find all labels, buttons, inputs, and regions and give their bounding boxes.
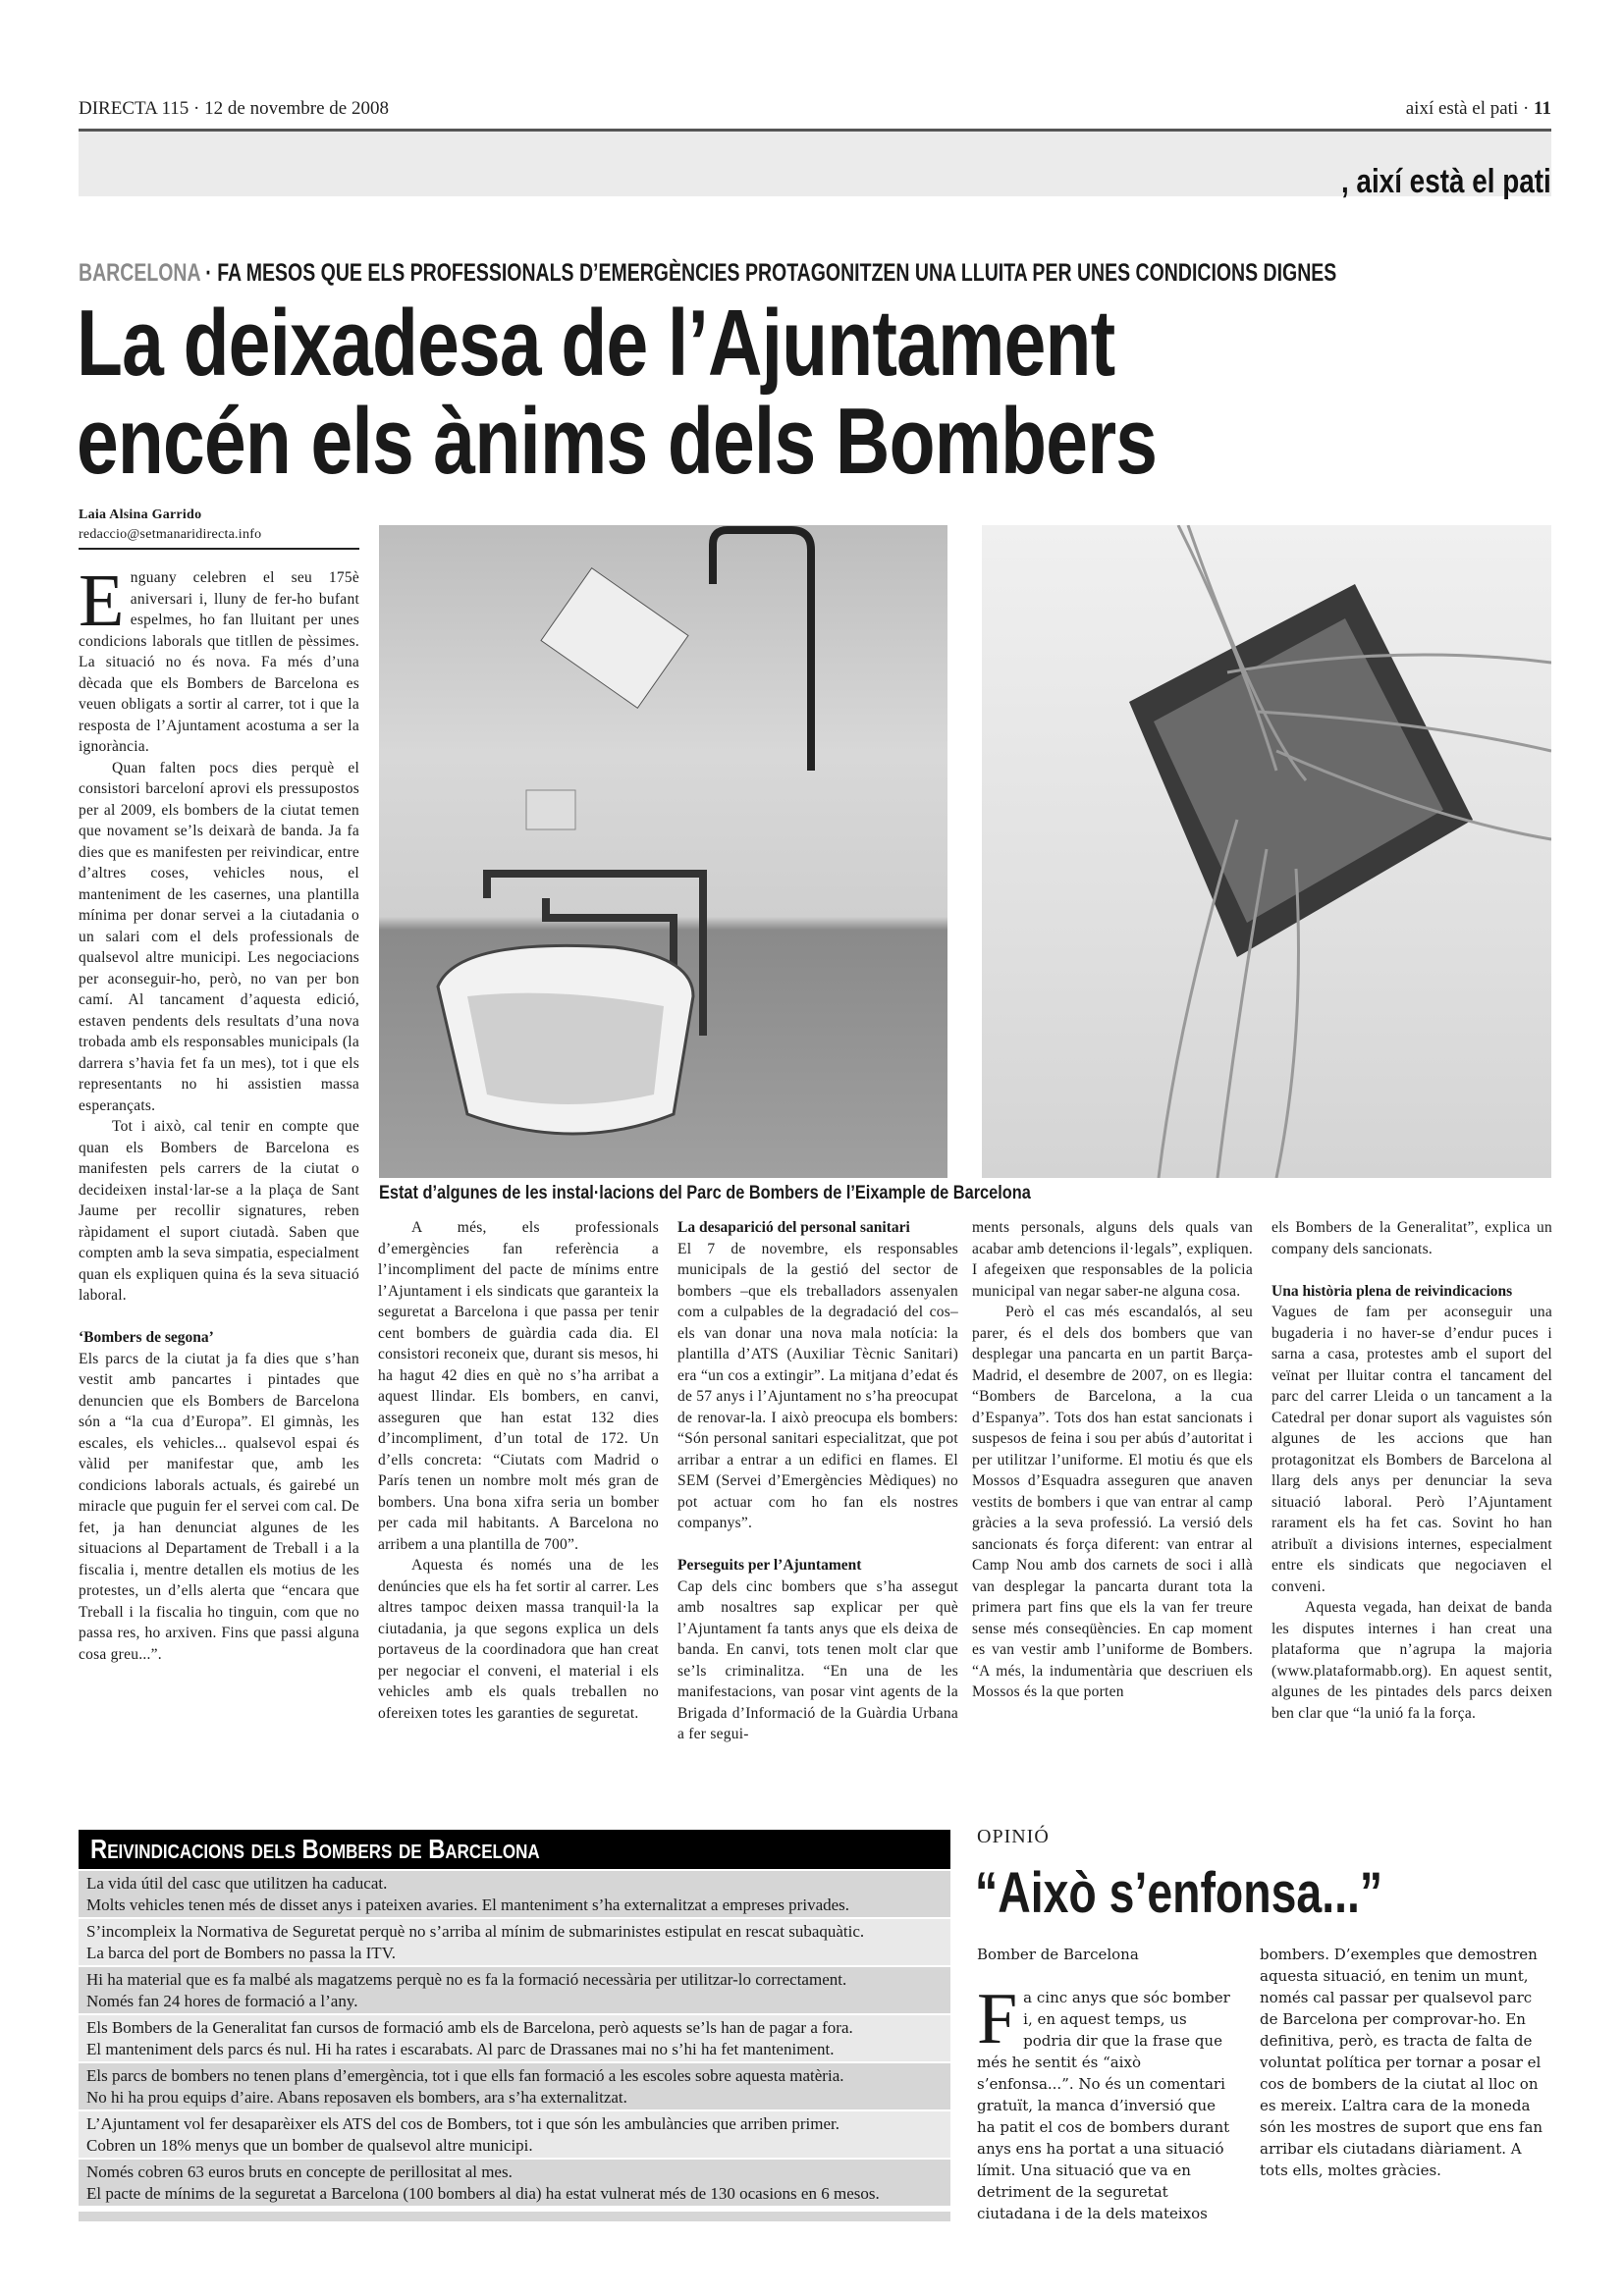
- headline-line-1: La deixadesa de l’Ajuntament: [77, 291, 1115, 396]
- article-column-1: [79, 506, 359, 1665]
- opinion-paragraph: [977, 1979, 1237, 2224]
- demands-group: [79, 2013, 950, 2061]
- photo-sink: [379, 525, 947, 1178]
- demand-item: Només cobren 63 euros bruts en concepte de perillositat al mes.: [86, 2163, 513, 2181]
- drop-cap: F: [977, 1979, 1018, 2059]
- kicker-text: · FA MESOS QUE ELS PROFESSIONALS D’EMERGÈNCIES PROTAGONITZEN UNA LLUITA PER UNES CONDICIONS DIGNES: [199, 259, 1337, 287]
- demand-item: Cobren un 18% menys que un bomber de qualsevol altre municipi.: [86, 2135, 533, 2155]
- paragraph: El 7 de novembre, els responsables municipals de la gestió del sector de bombers –que els treballadors assenyalen com a culpables de la degradació del cos– els van donar una nova mala notícia: la plantilla d’ATS (Auxiliar Tècnic Sanitari) era “un cos a extingir”. La mitjana d’edat és de 57 anys i l’Ajuntament no s’ha preocupat de renovar-la. I això preocupa els bombers: “Són personal sanitari especialitzat, que pot arribar a entrar a un edifici en flames. El SEM (Servei d’Emergències Mèdiques) no pot actuar com ho fan els nostres companys”.: [677, 1240, 958, 1531]
- demand-item: El manteniment dels parcs és nul. Hi ha rates i escarabats. Al parc de Drassanes mai no s’hi ha fet manteniment.: [86, 2039, 835, 2058]
- paragraph: [79, 560, 359, 758]
- demand-item: Hi ha material que es fa malbé als magatzems perquè no es fa la formació necessària per utilitzar-lo correctament.: [86, 1970, 847, 1989]
- paragraph: Tot i això, cal tenir en compte que quan els Bombers de Barcelona es manifesten pels carrers de la ciutat o decideixen instal·lar-se a la plaça de Sant Jaume per recollir signatures, reben ràpidament el suport ciutadà. Saben que compten amb la seva simpatia, especialment quan els expliquen quina és la seva situació laboral.: [79, 1118, 359, 1304]
- kicker-city: BARCELONA: [79, 259, 200, 287]
- headline-line-2: encén els ànims dels Bombers: [77, 389, 1158, 494]
- demands-group: [79, 1869, 950, 1917]
- demand-item: La barca del port de Bombers no passa la ITV.: [86, 1943, 397, 1962]
- article-column-5: [1271, 1217, 1552, 1724]
- folio-left: DIRECTA 115 · 12 de novembre de 2008: [79, 98, 389, 119]
- demand-item: Molts vehicles tenen més de disset anys i pateixen avaries. El manteniment s’ha externalitzat a empreses privades.: [86, 1895, 850, 1914]
- demands-box-title-text: Reivindicacions dels Bombers de Barcelona: [90, 1834, 540, 1864]
- demands-group: [79, 1917, 950, 1965]
- demand-item: Només fan 24 hores de formació a l’any.: [86, 1991, 358, 2010]
- demands-group: [79, 2109, 950, 2158]
- paragraph: Vagues de fam per aconseguir una bugaderia i no haver-se d’endur puces i sarna a casa, protestes amb el suport del veïnat per lluitar contra el tancament del parc del carrer Lleida o un tancament a la Catedral per donar suport als vaguistes són algunes de les accions que han protagonitzat els Bombers de Barcelona al llarg dels anys per denunciar la seva situació laboral. Però l’Ajuntament rarament els ha fet cas. Sovint ho han atribuït a divisions internes, especialment entre els sindicats que negociaven el conveni.: [1271, 1304, 1552, 1595]
- demands-box: [79, 1830, 950, 2221]
- section-band: [79, 132, 1551, 196]
- paragraph: Però el cas més escandalós, al seu parer, és el dels dos bombers que van desplegar una pancarta en un partit Barça-Madrid, el desembre de 2007, on es llegia: “Bombers de Barcelona, a la cua d’Espanya”. Tots dos han estat sancionats i suspesos de feina i sou per abús d’autoritat i per utilitzar l’uniforme. El motiu és que els Mossos d’Esquadra asseguren que anaven vestits de bombers i que van entrar al camp gràcies a la seva professió. La versió dels sancionats és força diferent: van entrar al Camp Nou amb dos carnets de soci i allà van desplegar la pancarta durant tota la primera part fins que els la van fer treure sense més conseqüències. En cap moment es van vestir amb l’uniforme de Bombers. “A més, la indumentària que descriuen els Mossos és la que porten: [972, 1304, 1253, 1700]
- opinion-title: “Això s’enfonsa...”: [975, 1861, 1383, 1925]
- paragraph: Cap dels cinc bombers que s’ha assegut amb nosaltres sap explicar per què l’Ajuntament fa tants anys que els deixa de banda. En canvi, tots tenen molt clar que se’ls criminalitza. “En una de les manifestacions, van posar vint agents de la Brigada d’Informació de la Guàrdia Urbana a fer segui-: [677, 1577, 958, 1742]
- demands-group: [79, 2061, 950, 2109]
- author-email[interactable]: redaccio@setmanaridirecta.info: [79, 527, 262, 542]
- sink-illustration: [379, 525, 947, 1178]
- paragraph: Aquesta vegada, han deixat de banda les disputes internes i han creat una plataforma que n’agrupa la majoria (www.plataformabb.org). En aquest sentit, algunes de les pintades dels parcs deixen ben clar que “la unió fa la força.: [1271, 1599, 1552, 1722]
- opinion-column-2: [1260, 1944, 1549, 2181]
- page-number: 11: [1534, 98, 1551, 119]
- byline: [79, 506, 359, 545]
- article-column-3: [677, 1217, 958, 1745]
- demands-box-title: [79, 1830, 950, 1869]
- demand-item: S’incompleix la Normativa de Seguretat perquè no s’arriba al mínim de submarinistes estipulat en rescat subaquàtic.: [86, 1922, 865, 1941]
- paragraph: Aquesta és només una de les denúncies que els ha fet sortir al carrer. Les altres tampoc deixen massa tranquil·la la ciutadania, ja que segons explica un dels portaveus de la coordinadora que han creat per negociar el conveni, el material i els vehicles amb els quals treballen no ofereixen totes les garanties de seguretat.: [378, 1557, 659, 1722]
- opinion-paragraph: bombers. D’exemples que demostren aquesta situació, en tenim un munt, només cal passar per qualsevol parc de Barcelona per comprovar-ho. En definitiva, però, es tracta de falta de voluntat política per tornar a posar el cos de bombers de la ciutat al lloc on es mereix. L’altra cara de la moneda són les mostres de suport que ens fan arribar els ciutadans diàriament. A tots ells, moltes gràcies.: [1260, 1946, 1543, 2179]
- subheading: La desaparició del personal sanitari: [677, 1219, 910, 1236]
- kicker: [79, 259, 1336, 288]
- article-column-4: [972, 1217, 1253, 1703]
- paragraph: A més, els professionals d’emergències fan referència a l’incompliment del pacte de mínims entre l’Ajuntament i els sindicats que garanteix la seguretat a Barcelona i que passa per tenir cent bombers de guàrdia cada dia. El consistori reconeix que, durant sis mesos, hi ha hagut 42 dies en què no s’ha arribat a aquest llindar. Els bombers, en canvi, asseguren que han estat 132 dies d’incompliment, d’un total de 172. Un d’ells concreta: “Ciutats com Madrid o París tenen un nombre molt més gran de bombers. Una bona xifra seria un bomber per cada mil habitants. A Barcelona no arribem a una plantilla de 700”.: [378, 1219, 659, 1553]
- subheading: Perseguits per l’Ajuntament: [677, 1557, 862, 1574]
- author: Laia Alsina Garrido: [79, 507, 202, 522]
- byline-rule: [79, 548, 359, 550]
- paragraph: Els parcs de la ciutat ja fa dies que s’han vestit amb pancartes i pintades que denuncien que els Bombers de Barcelona són a “la cua d’Europa”. El gimnàs, les escales, els vehicles... qualsevol espai és vàlid per manifestar que, amb les condicions laborals actuals, és gairebé un miracle que puguin fer el servei com cal. De fet, ja han denunciat algunes de les situacions al Departament de Treball i a la fiscalia i, mentre detallen els motius de les protestes, un d’ells alerta que “encara que Treball i la fiscalia ho tinguin, com que no passa res, ho arxiven. Fins que passi alguna cosa greu...”.: [79, 1350, 360, 1663]
- demand-item: La vida útil del casc que utilitzen ha caducat.: [86, 1874, 388, 1893]
- article-column-2: [378, 1217, 659, 1724]
- wiring-illustration: [982, 525, 1551, 1178]
- paragraph-text: nguany celebren el seu 175è aniversari i, lluny de fer-ho bufant espelmes, ho fan lluitant per unes condicions laborals que titllen de pèssimes. La situació no és nova. Fa més d’una dècada que els Bombers de Barcelona es veuen obligats a sortir al carrer, tot i que la resposta de l’Ajuntament acostuma a ser la ignorància.: [79, 569, 359, 755]
- opinion-label: OPINIÓ: [977, 1826, 1050, 1847]
- demand-item: El pacte de mínims de la seguretat a Barcelona (100 bombers al dia) ha estat vulnerat més de 130 ocasions en 6 mesos.: [86, 2183, 880, 2203]
- paragraph: Quan falten pocs dies perquè el consistori barceloní aprovi els pressupostos per al 2009, els bombers de la ciutat temen que novament se’ls deixarà de banda. Ja fa dies que es manifesten per reivindicar, entre d’altres coses, vehicles nous, el manteniment de les casernes, una plantilla mínima per donar servei a la ciutadania o un salari com el dels professionals de qualsevol altre municipi. Les negociacions per aconseguir-ho, però, no van per bon camí. Al tancament d’aquesta edició, estaven pendents dels resultats d’una nova trobada amb els responsables municipals (la darrera s’havia fet fa un mes), tot i que els representants no hi assistien massa esperançats.: [79, 759, 359, 1114]
- paragraph: els Bombers de la Generalitat”, explica un company dels sancionats.: [1271, 1219, 1552, 1257]
- photo-caption: Estat d’algunes de les instal·lacions del Parc de Bombers de l’Eixample de Barcelona: [379, 1183, 1031, 1203]
- folio-section: així està el pati ·: [1405, 98, 1535, 119]
- opinion-paragraph-text: a cinc anys que sóc bomber i, en aquest temps, us podria dir que la frase que més he sentit és “això s’enfonsa...”. No és un comentari gratuït, la manca d’inversió que ha patit el cos de bombers durant anys ens ha portat a una situació límit. Una situació que va en detriment de la seguretat ciutadana i de la dels mateixos: [977, 1989, 1230, 2222]
- paragraph: ments personals, alguns dels quals van acabar amb detencions il·legals”, expliquen. I afegeixen que responsables de la policia municipal van negar saber-ne alguna cosa.: [972, 1219, 1253, 1300]
- drop-cap: E: [79, 560, 125, 642]
- demands-box-footer: [79, 2212, 950, 2221]
- demand-item: Els Bombers de la Generalitat fan cursos de formació amb els de Barcelona, però aquests se’ls han de pagar a fora.: [86, 2018, 853, 2037]
- opinion-column-1: [977, 1944, 1237, 2224]
- demands-group: [79, 2158, 950, 2206]
- demand-item: Els parcs de bombers no tenen plans d’emergència, tot i que ells fan formació a les escoles sobre aquesta matèria.: [86, 2066, 844, 2085]
- demand-item: No hi ha prou equips d’aire. Abans reposaven els bombers, ara s’ha externalitzat.: [86, 2087, 627, 2107]
- demands-group: [79, 1965, 950, 2013]
- photo-wiring: [982, 525, 1551, 1178]
- section-title: , així està el pati: [1341, 163, 1551, 200]
- headline: [77, 291, 1158, 494]
- subheading: ‘Bombers de segona’: [79, 1329, 214, 1346]
- opinion-author: Bomber de Barcelona: [977, 1946, 1139, 1963]
- demand-item: L’Ajuntament vol fer desaparèixer els ATS del cos de Bombers, tot i que són les ambulàncies que arriben primer.: [86, 2114, 840, 2133]
- subheading: Una història plena de reivindicacions: [1271, 1282, 1513, 1300]
- folio-right: [1406, 98, 1551, 120]
